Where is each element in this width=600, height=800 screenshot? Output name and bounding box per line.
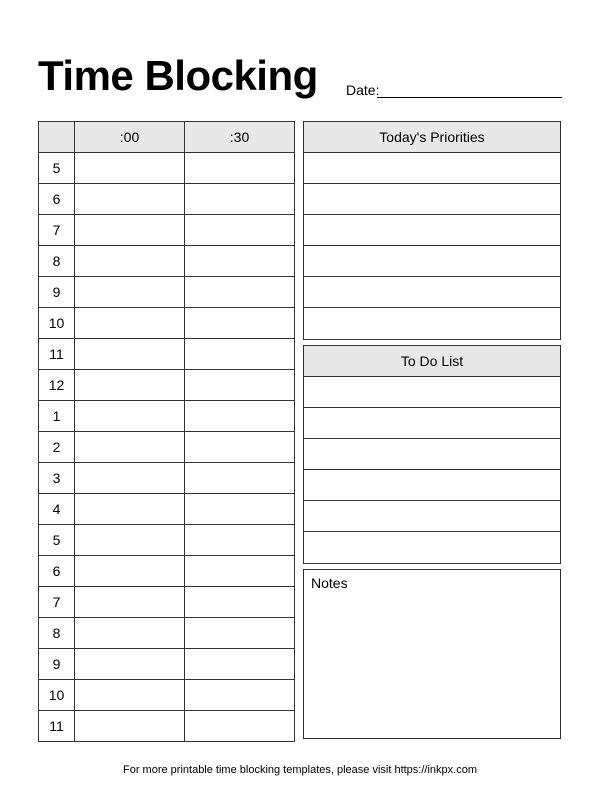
hour-label: 1 xyxy=(39,401,75,432)
slot-30-cell[interactable] xyxy=(185,649,295,680)
priority-row[interactable] xyxy=(304,153,560,184)
slot-30-cell[interactable] xyxy=(185,277,295,308)
slot-30-cell[interactable] xyxy=(185,494,295,525)
schedule-row xyxy=(39,494,295,525)
hour-label: 9 xyxy=(39,277,75,308)
schedule-row xyxy=(39,711,295,742)
date-label: Date: xyxy=(346,82,380,98)
slot-30-cell[interactable] xyxy=(185,711,295,742)
hour-label: 2 xyxy=(39,432,75,463)
todo-row[interactable] xyxy=(304,439,560,470)
slot-00-cell[interactable] xyxy=(75,184,185,215)
slot-00-cell[interactable] xyxy=(75,153,185,184)
hour-label: 12 xyxy=(39,370,75,401)
schedule-row xyxy=(39,463,295,494)
todo-row[interactable] xyxy=(304,501,560,532)
schedule-row xyxy=(39,432,295,463)
schedule-row xyxy=(39,618,295,649)
todo-rows xyxy=(304,377,560,563)
priorities-header: Today's Priorities xyxy=(304,122,560,153)
slot-00-cell[interactable] xyxy=(75,246,185,277)
todo-row[interactable] xyxy=(304,408,560,439)
slot-30-cell[interactable] xyxy=(185,463,295,494)
hour-label: 3 xyxy=(39,463,75,494)
slot-00-cell[interactable] xyxy=(75,494,185,525)
slot-00-cell[interactable] xyxy=(75,401,185,432)
todo-row[interactable] xyxy=(304,470,560,501)
slot-30-cell[interactable] xyxy=(185,184,295,215)
schedule-table xyxy=(38,121,295,742)
slot-30-cell[interactable] xyxy=(185,339,295,370)
slot-30-cell[interactable] xyxy=(185,370,295,401)
schedule-row xyxy=(39,246,295,277)
priority-row[interactable] xyxy=(304,246,560,277)
hour-label: 8 xyxy=(39,246,75,277)
slot-30-cell[interactable] xyxy=(185,618,295,649)
slot-30-cell[interactable] xyxy=(185,246,295,277)
hour-label: 6 xyxy=(39,556,75,587)
schedule-row xyxy=(39,215,295,246)
minute-00-column-header: :00 xyxy=(75,122,185,153)
schedule-body xyxy=(39,153,295,742)
slot-00-cell[interactable] xyxy=(75,649,185,680)
slot-00-cell[interactable] xyxy=(75,556,185,587)
slot-00-cell[interactable] xyxy=(75,525,185,556)
slot-30-cell[interactable] xyxy=(185,556,295,587)
todo-row[interactable] xyxy=(304,377,560,408)
priority-row[interactable] xyxy=(304,184,560,215)
hour-label: 11 xyxy=(39,339,75,370)
slot-00-cell[interactable] xyxy=(75,339,185,370)
hour-column-header xyxy=(39,122,75,153)
hour-label: 8 xyxy=(39,618,75,649)
slot-00-cell[interactable] xyxy=(75,711,185,742)
page-title: Time Blocking xyxy=(38,52,318,99)
slot-30-cell[interactable] xyxy=(185,587,295,618)
hour-label: 5 xyxy=(39,525,75,556)
slot-30-cell[interactable] xyxy=(185,401,295,432)
schedule-row xyxy=(39,649,295,680)
slot-00-cell[interactable] xyxy=(75,587,185,618)
schedule-row xyxy=(39,680,295,711)
hour-label: 11 xyxy=(39,711,75,742)
slot-30-cell[interactable] xyxy=(185,432,295,463)
slot-00-cell[interactable] xyxy=(75,370,185,401)
todays-priorities-panel xyxy=(303,121,561,340)
hour-label: 4 xyxy=(39,494,75,525)
schedule-row xyxy=(39,587,295,618)
priority-row[interactable] xyxy=(304,215,560,246)
hour-label: 7 xyxy=(39,215,75,246)
slot-30-cell[interactable] xyxy=(185,308,295,339)
todo-list-panel xyxy=(303,345,561,564)
priority-row[interactable] xyxy=(304,277,560,308)
schedule-row xyxy=(39,339,295,370)
slot-00-cell[interactable] xyxy=(75,463,185,494)
slot-30-cell[interactable] xyxy=(185,525,295,556)
slot-00-cell[interactable] xyxy=(75,277,185,308)
schedule-row xyxy=(39,370,295,401)
hour-label: 9 xyxy=(39,649,75,680)
schedule-row xyxy=(39,277,295,308)
slot-30-cell[interactable] xyxy=(185,215,295,246)
schedule-header-row xyxy=(39,122,295,153)
schedule-row xyxy=(39,401,295,432)
slot-00-cell[interactable] xyxy=(75,308,185,339)
notes-label: Notes xyxy=(311,575,348,591)
schedule-row xyxy=(39,184,295,215)
slot-00-cell[interactable] xyxy=(75,215,185,246)
hour-label: 10 xyxy=(39,308,75,339)
schedule-row xyxy=(39,308,295,339)
todo-header: To Do List xyxy=(304,346,560,377)
hour-label: 7 xyxy=(39,587,75,618)
schedule-row xyxy=(39,556,295,587)
todo-row[interactable] xyxy=(304,532,560,563)
slot-00-cell[interactable] xyxy=(75,432,185,463)
priorities-rows xyxy=(304,153,560,339)
slot-30-cell[interactable] xyxy=(185,680,295,711)
schedule-row xyxy=(39,525,295,556)
hour-label: 10 xyxy=(39,680,75,711)
slot-00-cell[interactable] xyxy=(75,618,185,649)
slot-30-cell[interactable] xyxy=(185,153,295,184)
hour-label: 5 xyxy=(39,153,75,184)
priority-row[interactable] xyxy=(304,308,560,339)
date-line xyxy=(377,97,562,98)
slot-00-cell[interactable] xyxy=(75,680,185,711)
minute-30-column-header: :30 xyxy=(185,122,295,153)
footer-text: For more printable time blocking templates, please visit https://inkpx.com xyxy=(123,764,477,776)
schedule-row xyxy=(39,153,295,184)
notes-panel xyxy=(303,569,561,739)
hour-label: 6 xyxy=(39,184,75,215)
